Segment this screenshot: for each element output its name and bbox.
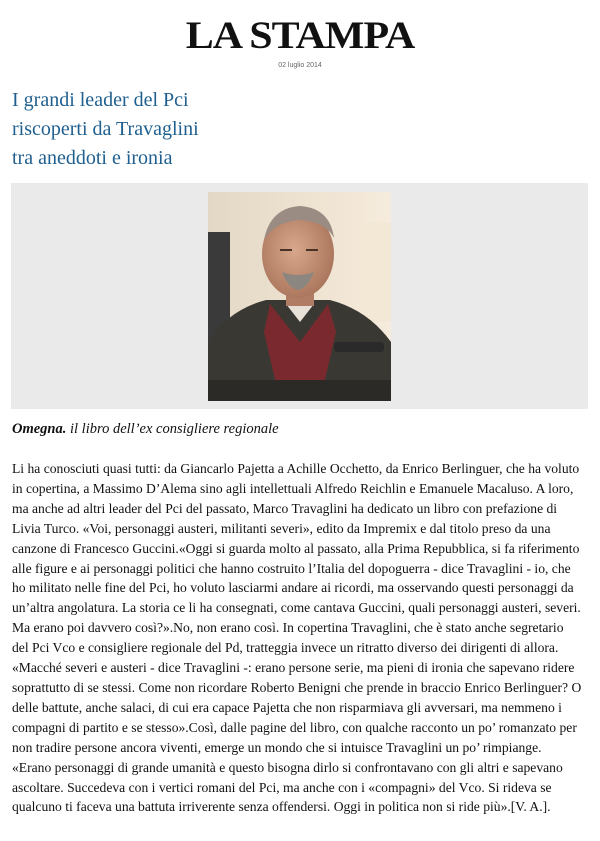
caption-text: il libro dell’ex consigliere regionale [66, 421, 279, 437]
article-line: ho militato nelle fine del Pci, ho voluto lasciarmi andare ai ricordi, ma osservando questi personaggi da [12, 580, 574, 596]
article-line: in copertina, a Massimo D’Alema sino agli intellettuali Alfredo Reichlin e Emanuele Macaluso. A loro, [12, 480, 574, 496]
article-line: Li ha conosciuti quasi tutti: da Giancarlo Pajetta a Achille Occhetto, da Enrico Berlinguer, che ha voluto [12, 461, 580, 476]
article-line: soprattutto di se stessi. Come non ricordare Roberto Benigni che prende in braccio Enrico Berlinguer? O [12, 679, 582, 695]
article-line: compagni di partito e se stesso».Così, dalle pagine del libro, con qualche racconto un po’ romanzato per [12, 719, 577, 735]
portrait-image [208, 192, 391, 401]
headline-line: riscoperti da Travaglini [12, 118, 199, 140]
article-line: alle figure e ai personaggi politici che hanno costruito l’Italia del dopoguerra - dice Travaglini - io, che [12, 560, 571, 576]
article-line: un’altra angolatura. La storia ce li ha consegnati, come cantava Guccini, quali personaggi austeri, severi. [12, 600, 581, 616]
headline-line: tra aneddoti e ironia [12, 147, 173, 169]
article-line: ascoltare. Succedeva con i vertici romani del Pci, ma anche con i «compagni» del Vco. Si rideva se [12, 779, 552, 795]
article-line: non tradire persone ancora viventi, emerge un mondo che si intuisce Travaglini un po’ rimpiange. [12, 739, 542, 755]
masthead-logo: LA STAMPA [185, 14, 415, 58]
article-line: qualcuno ti faceva una battuta irriverente senza offendersi. Oggi in politica non si ride più».[V. A.]. [12, 799, 551, 815]
article-body [12, 459, 590, 817]
article-line: «Erano personaggi di grande umanità e questo bisogna dirlo si confrontavano con gli altri e sapevano [12, 759, 563, 775]
article-line: Ma erano poi davvero così?».No, non erano così. In copertina Travaglini, che è stato anche segretario [12, 620, 564, 636]
article-line: canzone di Francesco Guccini.«Oggi si guarda molto al passato, alla Prima Repubblica, si fa riferimento [12, 540, 580, 556]
caption-place: Omegna. [12, 421, 67, 437]
article-line: Livia Turco. «Voi, personaggi austeri, militanti severi», edito da Impremix e dal titolo preso da una [12, 520, 551, 536]
article-line: ma anche ad altri leader del Pci del passato, Marco Travaglini ha dedicato un libro con prefazione di [12, 500, 558, 516]
article-headline [12, 86, 572, 173]
photo-caption [12, 421, 582, 438]
headline-line: I grandi leader del Pci [12, 89, 189, 111]
photo-band [11, 183, 588, 409]
article-line: «Macché severi e austeri - dice Travaglini -: erano persone serie, ma pieni di ironia che sapevano ridere [12, 660, 575, 676]
article-photo [208, 192, 391, 401]
article-line: delle battute, anche salaci, di cui era capace Pajetta che non risparmiava gli avversari, ma nemmeno i [12, 699, 562, 715]
article-line: del Pci Vco e consigliere regionale del Pd, tratteggia invece un ritratto diverso dei dirigenti di allora. [12, 640, 559, 656]
publication-date: 02 luglio 2014 [278, 62, 322, 69]
